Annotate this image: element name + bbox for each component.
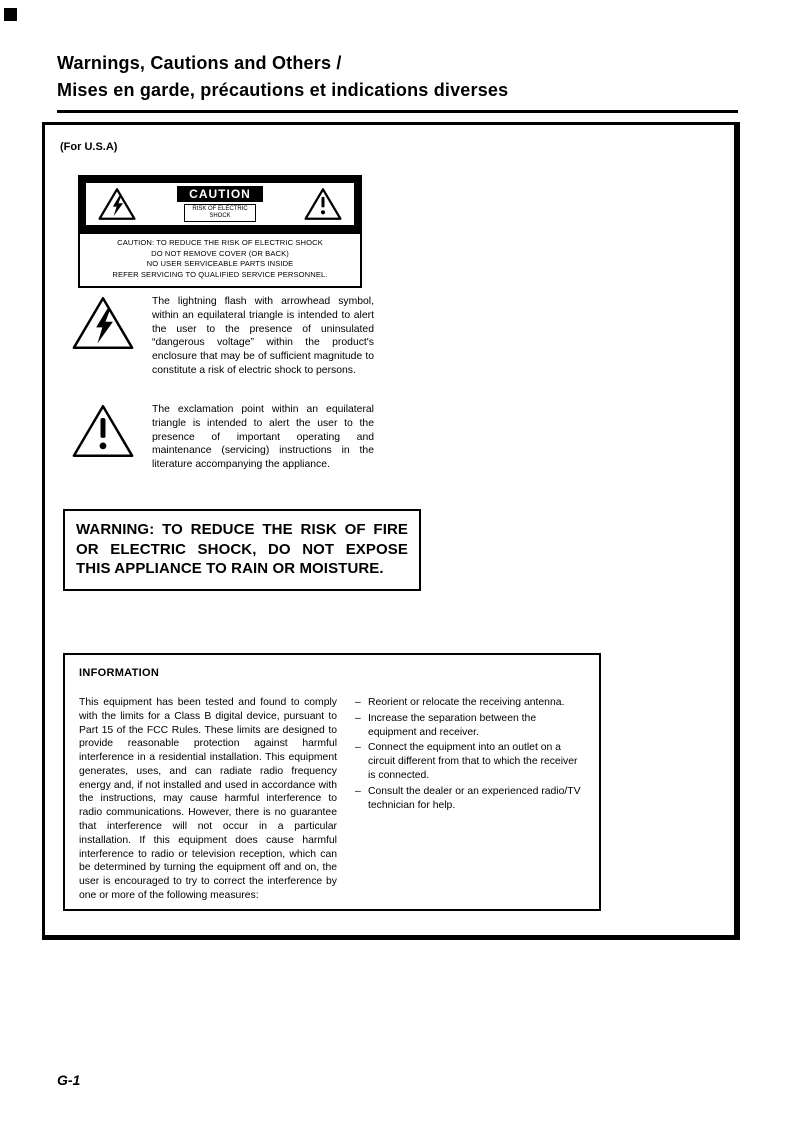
caution-text-line: CAUTION: TO REDUCE THE RISK OF ELECTRIC SHOCK [117,238,323,247]
caution-warning-textbox [78,233,362,288]
caution-text-line: NO USER SERVICEABLE PARTS INSIDE [146,259,294,269]
measure-item: – Reorient or relocate the receiving antenna. [355,696,585,710]
caution-badge: CAUTION [177,186,263,202]
lightning-explanation-text: The lightning flash with arrowhead symbol, within an equilateral triangle is intended to alert the user to the presence of uninsulated “dangerous voltage” within the product's enclosure that may be of sufficient magnitude to constitute a risk of electric shock to persons. [152,296,374,377]
information-columns [79,696,585,903]
region-label: (For U.S.A) [60,141,118,153]
page-title-english: Warnings, Cautions and Others / [57,53,342,73]
corner-registration-mark [4,8,17,21]
exclamation-explanation-text: The exclamation point within an equilateral triangle is intended to alert the user to the presence of important operating and maintenance (servicing) instructions in the literature accompanying the appliance. [152,404,374,471]
information-box [63,653,601,911]
caution-text-line: DO NOT REMOVE COVER (OR BACK) [151,248,289,258]
caution-label-graphic [78,175,362,288]
caution-badge-stack [177,186,263,222]
caution-text-line: REFER SERVICING TO QUALIFIED SERVICE PERSONNEL. [112,269,328,279]
page-title-french: Mises en garde, précautions et indications diverses [57,80,509,100]
page-header [57,50,747,113]
exclamation-triangle-icon [72,403,134,459]
fcc-compliance-paragraph: This equipment has been tested and found to comply with the limits for a Class B digital device, pursuant to Part 15 of the FCC Rules. These limits are designed to provide reasonable protection against harmful interference in a residential installation. This equipment generates, uses, and can radiate radio frequency energy and, if not installed and used in accordance with the instructions, may cause harmful interference to radio communications. However, there is no guarantee that interference will not occur in a particular installation. If this equipment does cause harmful interference to radio or television reception, which can be determined by turning the equipment off and on, the user is encouraged to try to correct the interference by one or more of the following measures: [79,697,337,901]
lightning-triangle-icon [72,295,134,351]
measure-item: – Connect the equipment into an outlet on a circuit different from that to which the receiver is connected. [355,741,585,782]
information-title: INFORMATION [79,667,160,679]
fire-shock-warning-box: WARNING: TO REDUCE THE RISK OF FIRE OR ELECTRIC SHOCK, DO NOT EXPOSE THIS APPLIANCE TO RAIN OR MOISTURE. [63,509,421,591]
caution-label-top [78,175,362,233]
measure-item: – Consult the dealer or an experienced radio/TV technician for help. [355,785,585,813]
interference-measures-list [355,696,585,903]
risk-of-shock-label: RISK OF ELECTRIC SHOCK [184,204,256,222]
lightning-explanation-row [72,295,417,378]
exclamation-explanation-row [72,403,417,472]
safety-notice-frame [42,122,740,940]
page-number: G-1 [57,1072,81,1088]
measure-item: – Increase the separation between the equipment and receiver. [355,712,585,740]
title-underline [57,110,738,113]
lightning-triangle-icon [98,187,136,221]
exclamation-triangle-icon [304,187,342,221]
